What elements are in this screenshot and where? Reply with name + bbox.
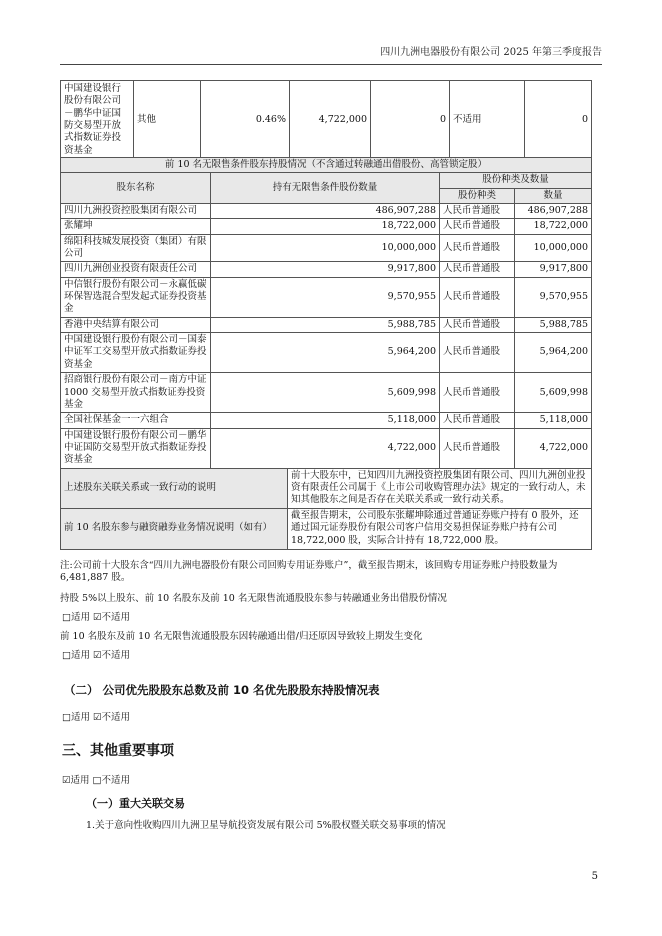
- row-kind: 人民币普通股: [440, 234, 515, 262]
- holder-nature: 其他: [134, 81, 201, 160]
- table-row: [61, 428, 592, 468]
- pledge-qty: 0: [525, 81, 592, 160]
- holder-shares: 4,722,000: [290, 81, 371, 160]
- row-kind: 人民币普通股: [440, 413, 515, 428]
- table-row: [61, 317, 592, 332]
- row-qty: 5,988,785: [515, 317, 592, 332]
- col-header-qty: 数量: [515, 188, 592, 203]
- section-3-choice: ☑适用 □不适用: [62, 775, 131, 786]
- table-row: [61, 234, 592, 262]
- holder-name: 中国建设银行股份有限公司－鹏华中证国防交易型开放式指数证券投资基金: [61, 81, 134, 160]
- unrestricted-holders-table: [60, 157, 592, 550]
- table-row: [61, 333, 592, 373]
- row-kind: 人民币普通股: [440, 219, 515, 234]
- row-qty: 5,964,200: [515, 333, 592, 373]
- row-kind: 人民币普通股: [440, 317, 515, 332]
- question-2: 前 10 名股东及前 10 名无限售流通股股东因转融通出借/归还原因导致较上期发生变化: [60, 631, 423, 642]
- row-kind: 人民币普通股: [440, 373, 515, 413]
- row-shares: 18,722,000: [211, 219, 440, 234]
- top-holder-table: [60, 80, 592, 160]
- row-name: 绵阳科技城发展投资（集团）有限公司: [61, 234, 211, 262]
- row-qty: 5,118,000: [515, 413, 592, 428]
- row-name: 中国建设银行股份有限公司－国泰中证军工交易型开放式指数证券投资基金: [61, 333, 211, 373]
- row-shares: 5,964,200: [211, 333, 440, 373]
- table-row: [61, 204, 592, 219]
- pledge-status: 不适用: [450, 81, 525, 160]
- table-row: [61, 373, 592, 413]
- subsection-1-title: （一）重大关联交易: [86, 797, 185, 810]
- row-qty: 18,722,000: [515, 219, 592, 234]
- table-section-title-row: [61, 158, 592, 173]
- item-1: 1.关于意向性收购四川九洲卫星导航投资发展有限公司 5%股权暨关联交易事项的情况: [86, 820, 446, 831]
- row-shares: 9,917,800: [211, 262, 440, 277]
- row-shares: 5,609,998: [211, 373, 440, 413]
- question-1-choice: □适用 ☑不适用: [62, 612, 131, 623]
- row-name: 中信银行股份有限公司－永赢低碳环保智选混合型发起式证券投资基金: [61, 277, 211, 317]
- col-header-shares: 持有无限售条件股份数量: [211, 173, 440, 204]
- section-title: 前 10 名无限售条件股东持股情况（不含通过转融通出借股份、高管锁定股）: [61, 158, 592, 173]
- row-shares: 486,907,288: [211, 204, 440, 219]
- related-text: 前十大股东中，已知四川九洲投资控股集团有限公司、四川九洲创业投资有限责任公司属于《上市公司收购管理办法》规定的一致行动人，未知其他股东之间是否存在关联关系或一致行动关系。: [288, 468, 592, 508]
- col-header-kind: 股份种类: [440, 188, 515, 203]
- col-header-name: 股东名称: [61, 173, 211, 204]
- margin-text: 截至报告期末，公司股东张耀坤除通过普通证券账户持有 0 股外，还通过国元证券股份有限公司客户信用交易担保证券账户持有公司 18,722,000 股，实际合计持有 18,722,000 股。: [288, 508, 592, 549]
- row-kind: 人民币普通股: [440, 262, 515, 277]
- footnote: 注:公司前十大股东含“四川九洲电器股份有限公司回购专用证券账户”，截至报告期末，该回购专用证券账户持股数量为 6,481,887 股。: [60, 560, 558, 584]
- header-divider: [60, 64, 602, 65]
- page-header: 四川九洲电器股份有限公司 2025 年第三季度报告: [380, 47, 602, 58]
- row-qty: 486,907,288: [515, 204, 592, 219]
- row-shares: 5,118,000: [211, 413, 440, 428]
- table-row: [61, 277, 592, 317]
- table-body: [61, 204, 592, 469]
- row-shares: 9,570,955: [211, 277, 440, 317]
- related-row: [61, 468, 592, 508]
- row-name: 中国建设银行股份有限公司－鹏华中证国防交易型开放式指数证券投资基金: [61, 428, 211, 468]
- page-number: 5: [591, 871, 598, 882]
- table-row: [61, 81, 592, 160]
- row-name: 四川九洲创业投资有限责任公司: [61, 262, 211, 277]
- col-header-kind-group: 股份种类及数量: [440, 173, 592, 188]
- table-row: [61, 413, 592, 428]
- margin-label: 前 10 名股东参与融资融券业务情况说明（如有）: [61, 508, 288, 549]
- margin-row: [61, 508, 592, 549]
- row-shares: 4,722,000: [211, 428, 440, 468]
- row-qty: 10,000,000: [515, 234, 592, 262]
- row-name: 张耀坤: [61, 219, 211, 234]
- row-kind: 人民币普通股: [440, 333, 515, 373]
- row-qty: 5,609,998: [515, 373, 592, 413]
- question-2-choice: □适用 ☑不适用: [62, 650, 131, 661]
- table-row: [61, 219, 592, 234]
- table-header-row: [61, 173, 592, 188]
- row-qty: 9,917,800: [515, 262, 592, 277]
- row-name: 四川九洲投资控股集团有限公司: [61, 204, 211, 219]
- holder-restricted: 0: [371, 81, 450, 160]
- section-2-choice: □适用 ☑不适用: [62, 712, 131, 723]
- row-name: 全国社保基金一一六组合: [61, 413, 211, 428]
- row-shares: 5,988,785: [211, 317, 440, 332]
- row-kind: 人民币普通股: [440, 277, 515, 317]
- row-kind: 人民币普通股: [440, 428, 515, 468]
- holder-ratio: 0.46%: [201, 81, 290, 160]
- row-qty: 9,570,955: [515, 277, 592, 317]
- row-qty: 4,722,000: [515, 428, 592, 468]
- row-name: 香港中央结算有限公司: [61, 317, 211, 332]
- section-2-title: （二） 公司优先股股东总数及前 10 名优先股股东持股情况表: [64, 683, 380, 697]
- section-3-title: 三、其他重要事项: [62, 743, 174, 759]
- row-name: 招商银行股份有限公司－南方中证 1000 交易型开放式指数证券投资基金: [61, 373, 211, 413]
- related-label: 上述股东关联关系或一致行动的说明: [61, 468, 288, 508]
- row-kind: 人民币普通股: [440, 204, 515, 219]
- table-row: [61, 262, 592, 277]
- row-shares: 10,000,000: [211, 234, 440, 262]
- question-1: 持股 5%以上股东、前 10 名股东及前 10 名无限售流通股股东参与转融通业务出借股份情况: [60, 593, 447, 604]
